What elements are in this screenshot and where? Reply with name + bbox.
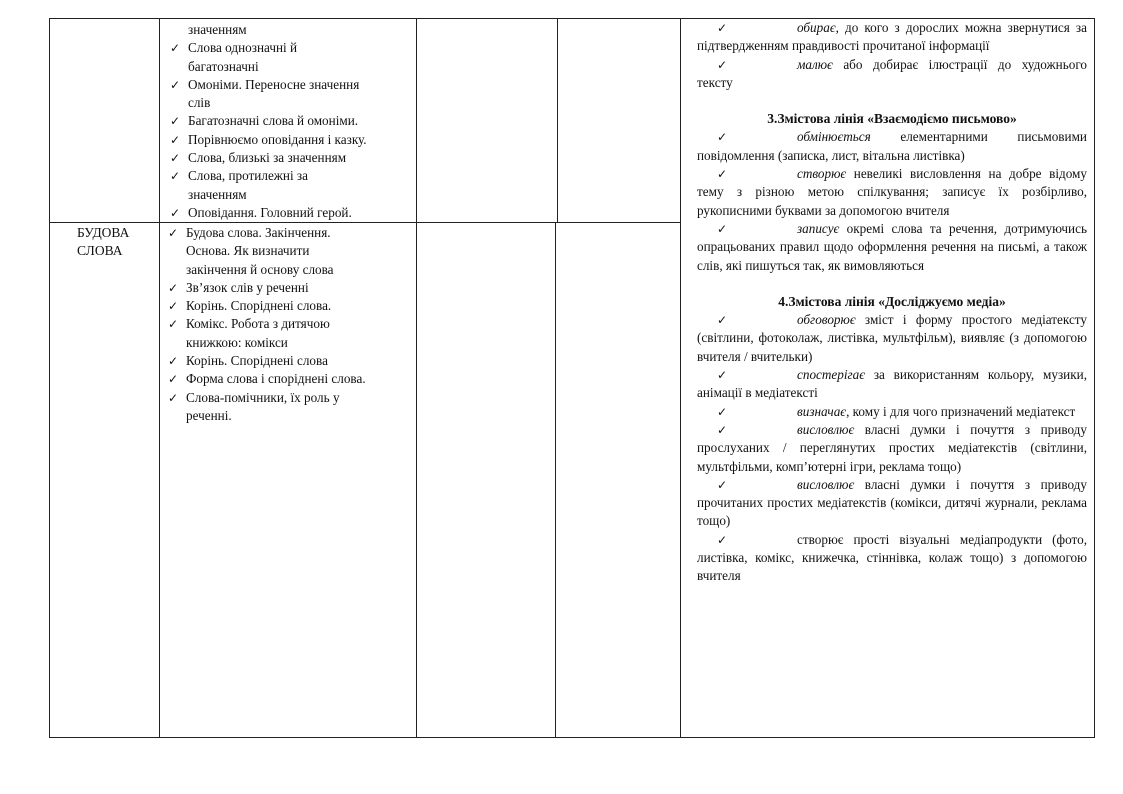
row1-lesson-list	[170, 21, 415, 222]
list-item-text: Оповідання. Головний герой.	[188, 204, 352, 220]
outcome-verb: обирає	[797, 20, 836, 35]
list-item-text: Багатозначні слова й омоніми.	[188, 113, 359, 129]
check-icon: ✓	[717, 167, 728, 182]
outcome-verb: визначає	[797, 403, 847, 419]
list-item-text: багатозначні	[188, 58, 259, 74]
outcomes-group-a	[697, 19, 1087, 92]
outcome-text: або добирає ілюстрації до художнього тексту	[697, 56, 1087, 90]
list-item	[170, 149, 415, 167]
list-item	[170, 21, 415, 39]
outcome-text: елементарними письмовими повідомлення (записка, лист, вітальна листівка)	[697, 129, 1087, 163]
table-border-right	[1094, 18, 1095, 738]
row2-topic	[54, 224, 154, 260]
outcome-item	[697, 531, 1087, 586]
outcome-verb: спостерігає	[797, 367, 866, 383]
col-divider-2a	[416, 18, 417, 222]
list-item	[168, 261, 413, 279]
list-item-text: Слова, протилежні за	[188, 168, 308, 184]
check-icon: ✓	[168, 317, 179, 332]
check-icon: ✓	[170, 151, 181, 166]
outcome-verb: обговорює	[797, 312, 856, 328]
check-icon: ✓	[170, 77, 181, 92]
list-item	[168, 352, 413, 370]
list-item-text: Основа. Як визначити	[186, 243, 310, 259]
check-icon: ✓	[170, 132, 181, 147]
list-item	[170, 112, 415, 130]
list-item	[168, 242, 413, 260]
check-icon: ✓	[170, 114, 181, 129]
list-item	[170, 39, 415, 57]
check-icon: ✓	[717, 532, 728, 547]
outcome-item	[697, 128, 1087, 165]
heading-line-4: 4.Змістова лінія «Досліджуємо медіа»	[778, 293, 1006, 309]
check-icon: ✓	[168, 280, 179, 295]
list-item	[168, 224, 413, 242]
list-item	[170, 131, 415, 149]
outcome-item	[697, 403, 1087, 421]
check-icon: ✓	[717, 422, 728, 437]
outcome-verb: записує	[797, 220, 840, 236]
list-item	[168, 279, 413, 297]
outcome-text: зміст і форму простого медіатексту (світлини, фотоколаж, листівка, мультфільм), виявляє (з допомогою вчителя / вчительки)	[697, 312, 1087, 364]
list-item	[168, 370, 413, 388]
outcome-text: окремі слова та речення, дотримуючись опрацьованих правил щодо оформлення речення на письмі, а також слів, які пишуться так, як вимовляються	[697, 220, 1087, 273]
list-item-text: книжкою: комікси	[186, 334, 288, 350]
heading-line-3: 3.Змістова лінія «Взаємодіємо письмово»	[767, 111, 1017, 127]
list-item-text: закінчення й основу слова	[186, 261, 334, 277]
list-item	[170, 204, 415, 222]
list-item-text: Зв’язок слів у реченні	[186, 279, 309, 295]
list-item-text: реченні.	[186, 407, 232, 423]
check-icon: ✓	[168, 299, 179, 314]
col-divider-3a	[557, 18, 558, 222]
check-icon: ✓	[717, 130, 728, 145]
list-item	[168, 334, 413, 352]
check-icon: ✓	[717, 477, 728, 492]
list-item	[170, 186, 415, 204]
outcome-verb: висловлює	[797, 476, 855, 492]
list-item	[170, 167, 415, 185]
list-item	[170, 76, 415, 94]
outcome-item	[697, 366, 1087, 403]
col-divider-4	[680, 18, 681, 738]
list-item	[168, 407, 413, 425]
check-icon: ✓	[170, 169, 181, 184]
outcome-text: , кому і для чого призначений медіатекст	[846, 403, 1076, 419]
check-icon: ✓	[168, 354, 179, 369]
list-item-text: значенням	[188, 22, 247, 37]
check-icon: ✓	[168, 226, 179, 240]
check-icon: ✓	[717, 368, 728, 383]
outcome-text: створює прості візуальні медіапродукти (фото, листівка, комікс, книжечка, стіннівка, колаж тощо) з допомогою вчителя	[697, 531, 1087, 584]
topic-line-1: БУДОВА	[77, 225, 130, 240]
outcome-item	[697, 19, 1087, 56]
outcome-item	[697, 311, 1087, 366]
outcome-text: , до кого з дорослих можна звернутися за підтвердженням правдивості прочитаної інформації	[697, 20, 1087, 54]
list-item-text: Слова-помічники, їх роль у	[186, 389, 340, 405]
outcome-item	[697, 165, 1087, 220]
list-item-text: Комікс. Робота з дитячою	[186, 316, 330, 332]
check-icon: ✓	[717, 57, 728, 72]
list-item	[170, 58, 415, 76]
list-item	[168, 315, 413, 333]
list-item	[170, 94, 415, 112]
list-item-text: Слова однозначні й	[188, 40, 298, 56]
outcome-verb: обмінюється	[797, 129, 871, 145]
outcome-text: власні думки і почуття з приводу прочитаних простих медіатекстів (комікси, дитячі журнали, реклама тощо)	[697, 476, 1087, 529]
outcomes-column	[697, 19, 1087, 586]
outcome-item	[697, 421, 1087, 476]
list-item-text: слів	[188, 95, 211, 111]
list-item	[168, 389, 413, 407]
check-icon: ✓	[168, 372, 179, 387]
check-icon: ✓	[717, 404, 728, 419]
outcome-verb: створює	[797, 166, 847, 182]
check-icon: ✓	[168, 390, 179, 405]
check-icon: ✓	[717, 221, 728, 236]
list-item-text: Омоніми. Переносне значення	[188, 76, 360, 92]
list-item-text: Форма слова і споріднені слова.	[186, 371, 366, 387]
outcome-item	[697, 56, 1087, 93]
check-icon: ✓	[717, 313, 728, 328]
outcome-item	[697, 220, 1087, 275]
topic-line-2: СЛОВА	[77, 243, 123, 258]
outcome-verb: малює	[797, 56, 833, 72]
col-divider-3b	[555, 222, 556, 738]
outcome-text: невеликі висловлення на добре відому тему з різною метою спілкування; записує їх розбірливо, рукописними буквами за допомогою вчителя	[697, 166, 1087, 218]
list-item-text: Корінь. Споріднені слова	[186, 353, 328, 369]
col-divider-2b	[416, 222, 417, 738]
list-item-text: Слова, близькі за значенням	[188, 150, 347, 166]
row2-lesson-list	[168, 224, 413, 425]
check-icon: ✓	[170, 41, 181, 56]
list-item-text: Порівнюємо оповідання і казку.	[188, 131, 367, 147]
outcome-item	[697, 476, 1087, 531]
outcome-text: за використанням кольору, музики, анімації в медіатексті	[697, 367, 1087, 401]
list-item-text: Будова слова. Закінчення.	[186, 225, 331, 240]
table-border-left	[49, 18, 50, 738]
check-icon: ✓	[717, 21, 728, 35]
list-item-text: значенням	[188, 186, 247, 202]
outcome-text: власні думки і почуття з приводу прослуханих / переглянутих простих медіатекстів (світлини, мультфільми, комп’ютерні ігри, реклама тощо)	[697, 421, 1087, 474]
outcomes-group-c	[697, 311, 1087, 585]
check-icon: ✓	[170, 205, 181, 220]
outcomes-group-b	[697, 128, 1087, 274]
list-item	[168, 297, 413, 315]
col-divider-1	[159, 18, 160, 738]
list-item-text: Корінь. Споріднені слова.	[186, 298, 332, 314]
outcome-verb: висловлює	[797, 421, 855, 437]
table-border-bottom	[49, 737, 1095, 738]
